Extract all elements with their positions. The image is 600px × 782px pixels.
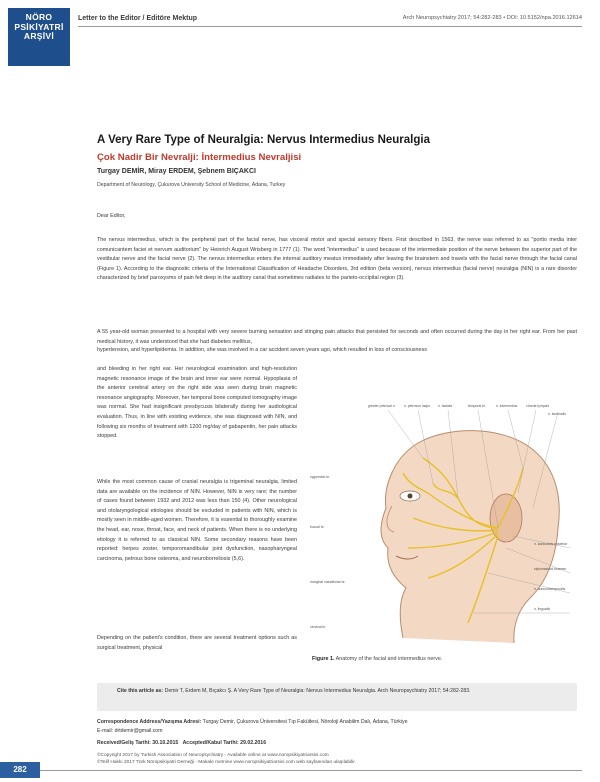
corr-text: Turgay Demir, Çukurova Üniversitesi Tıp Fakültesi, Nöroloji Anabilim Dalı, Adana, Türkiye — [202, 719, 408, 725]
corr-label: Correspondence Address/Yazışma Adresi: — [97, 719, 202, 725]
label-lingualis: n. lingualis — [534, 607, 551, 611]
logo-line-3: ARŞİVİ — [23, 31, 55, 41]
label-auricularis-posterior: n. auricularis posterior — [534, 542, 568, 546]
correspondence — [97, 718, 577, 736]
label-zygomatic: zygomatic br. — [310, 475, 330, 479]
caption-text: Anatomy of the facial and intermedius nerve. — [335, 656, 443, 662]
label-chorda-tympani: chorda tympani — [526, 404, 550, 408]
label-buccal: buccal br. — [310, 525, 325, 529]
figure-caption — [312, 656, 442, 662]
label-cervical: cervical br. — [310, 625, 327, 629]
section-label: Letter to the Editor / Editöre Mektup — [78, 15, 198, 22]
article-title: A Very Rare Type of Neuralgia: Nervus Intermedius Neuralgia — [97, 134, 430, 146]
cite-label: Cite this article as: — [117, 688, 164, 694]
header-divider — [78, 26, 582, 27]
footer-divider — [40, 770, 582, 771]
copyright — [97, 752, 577, 766]
label-petrosus-major: n. petrosus major — [404, 404, 431, 408]
ear — [490, 494, 522, 542]
label-marginal-mandibular: marginal mandibular br. — [310, 580, 346, 584]
authors: Turgay DEMİR, Miray ERDEM, Şebnem BIÇAKCI — [97, 168, 256, 175]
paragraph-4: While the most common cause of cranial neuralgia is trigeminal neuralgia, limited data are available on the incidence of NIN. However, NIN is very rare; the number of cases found between 1932 and 2012 was less than 150 (4). Other neurological and otolaryngological etiologies should be excluded in patients with NIN, which is mostly seen in middle-aged women. Therefore, it is essential to thoroughly examine the head, ear, nose, throat, face, and neck of patients. When there is no underlying etiology it is referred to as classical NIN. Some secondary reasons have been reported: herpes zoster, temporomandibular joint dysfunction, nasopharyngeal carcinoma, petrous bone osteoma, and neuroborreliosis (5,6). — [97, 479, 297, 562]
page-number: 282 — [0, 762, 40, 778]
corr-email[interactable]: E-mail: drtdemir@gmail.com — [97, 728, 163, 734]
caption-label: Figure 1. — [312, 656, 335, 662]
label-auriculotemporalis: n. auriculotemporalis — [534, 587, 566, 591]
paragraph-5: Depending on the patient's condition, there are several treatment options such as surgical treatment, physical — [97, 635, 297, 651]
logo-line-2: PSİKİYATRİ — [14, 21, 64, 32]
affiliation: Department of Neurology, Çukurova University School of Medicine, Adana, Turkey — [97, 182, 286, 188]
received-date: Received/Geliş Tarihi: 30.10.2015 — [97, 740, 179, 746]
journal-citation: Arch Neuropsychiatry 2017; 54:282-283 • DOI: 10.5152/npa.2016.12614 — [402, 15, 582, 21]
salutation: Dear Editor, — [97, 213, 126, 219]
label-intermedius: n. intermedius — [496, 404, 518, 408]
article-title-turkish: Çok Nadir Bir Nevralji: İntermedius Nevraljisi — [97, 152, 302, 163]
logo-line-1: NÖRO — [25, 12, 53, 22]
copyright-en: ©Copyright 2017 by Turkish Association of Neuropsychiatry - Available online at www.noropsikiyatriarsivi.com — [97, 753, 329, 758]
paragraph-1: The nervus intermedius, which is the peripheral part of the facial nerve, has visceral motor and special sensory fibers. First described in 1563, the nerve was referred to as "portio media inter comunicantem faciei et nervum auditorium" by Heinrich August Wrisberg in 1777 (1). The word "intermedius" is used because of the intermediate position of the nerve between the superior part of the vestibular nerve and the facial nerve (2). The nervus intermedius enters the internal auditory meatus immediately after leaving the brainstem and travels with the facial nerve through the facial canal (Figure 1). According to the diagnostic criteria of the International Classification of Headache Disorders, 3rd edition (beta version), nervus intermedius (facial nerve) neuralgia (NIN) is a rare disorder characterized by brief paroxysms of pain felt deep in the auditory canal that sometimes radiates to the parieto-occipital region (3). — [97, 237, 577, 282]
facial-nerve-anatomy-figure — [308, 398, 578, 648]
paragraph-3: and bleeding in her right ear. Her neurological examination and high-resolution magnetic resonance image of the brain and inner ear were normal. Hypoplasia of the anterior cerebral artery on the right side was seen during brain magnetic resonance angiography. Moreover, her temporal bone computed tomography image was normal. She had insignificant presbycusis bilaterally during her audiological evaluation. Thus, in line with existing evidence, she was diagnosed with NIN, and following six months of treatment with 1200 mg/day of gabapentin, her pain attacks stopped. — [97, 366, 297, 440]
cite-text: Demir T, Erdem M, Bıçakcı Ş. A Very Rare Type of Neuralgia: Nervus Intermedius Neuralgia. Arch Neuropsychiatry 2017; 54:282-283. — [164, 688, 471, 694]
cite-article — [117, 687, 572, 696]
copyright-tr: ©Telif Hakkı 2017 Türk Nöropsikiyatri Derneği - Makale metnine www.noropsikiyatriarsivi.com web sayfasından ulaşılabilir. — [97, 760, 356, 765]
dates — [97, 740, 266, 746]
label-lacrimalis: n. lacrimalis — [548, 412, 566, 416]
label-facialis: n. facialis — [438, 404, 453, 408]
label-greater-petrosal: greater petrosal n. — [368, 404, 396, 408]
paragraph-2: A 55 year-old woman presented to a hospital with very severe burning sensation and stinging pain attacks that persisted for seconds and often occurred during the day in her right ear. From her past medical history, it was understood that she had diabetes mellitus, — [97, 329, 577, 345]
journal-logo — [8, 8, 70, 66]
label-stylomastoid: stylomastoid foramen — [534, 567, 567, 571]
accepted-date: Accepted/Kabul Tarihi: 29.02.2016 — [182, 740, 267, 746]
label-temporal-br: temporal br. — [468, 404, 486, 408]
paragraph-2-cont: hypertension, and hyperlipidemia. In addition, she was involved in a car accident seven years ago, which resulted in loss of consciousness — [97, 347, 427, 353]
